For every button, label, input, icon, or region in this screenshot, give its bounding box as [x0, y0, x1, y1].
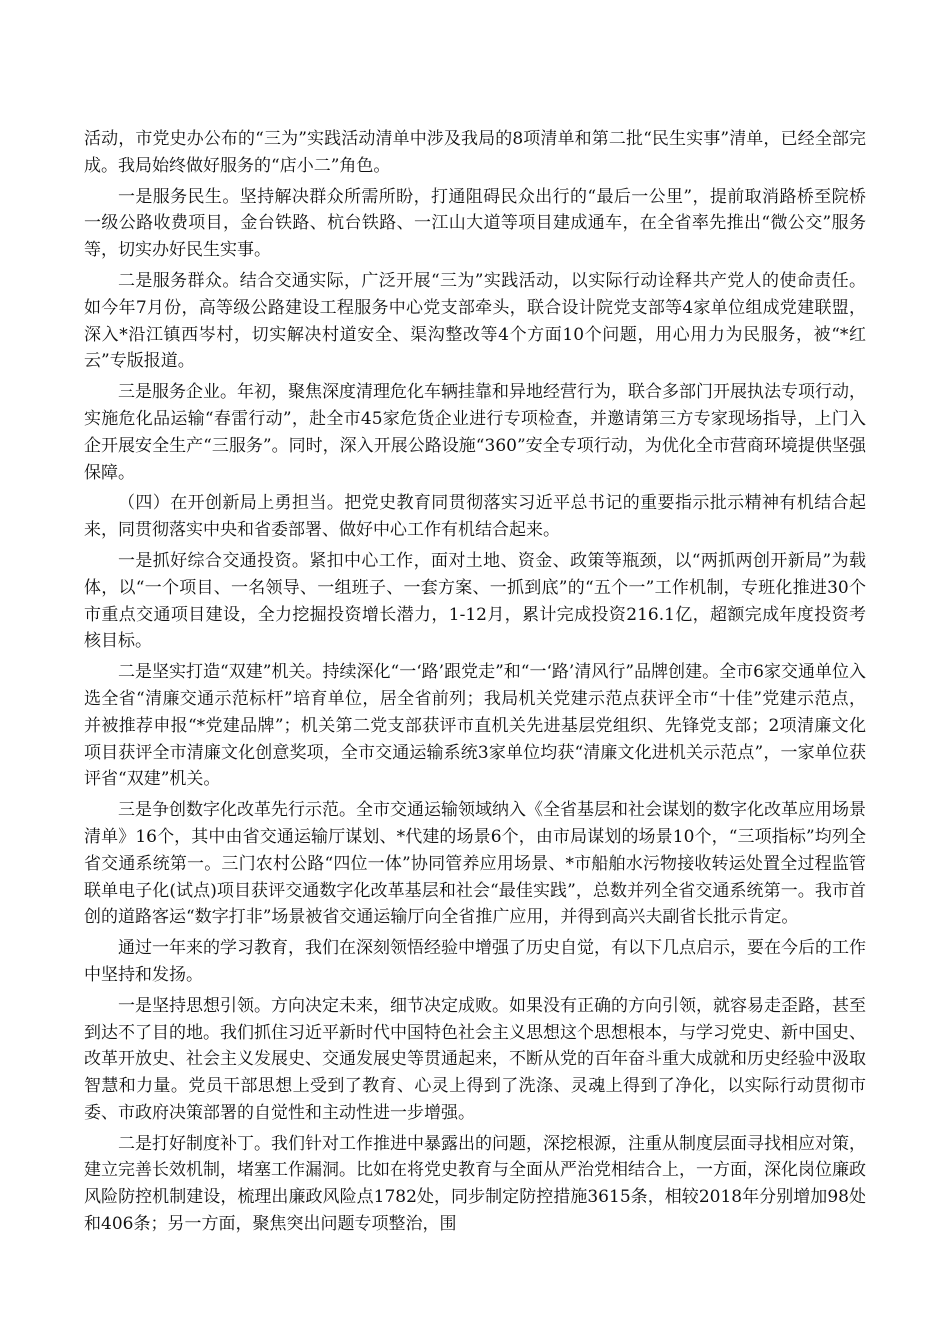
paragraph: 一是抓好综合交通投资。紧扣中心工作，面对土地、资金、政策等瓶颈，以“两抓两创开新局”为载体，以“一个项目、一名领导、一组班子、一套方案、一抓到底”的“五个一”工作机制，专班化推进30个市重点交通项目建设，全力挖掘投资增长潜力，1-12月，累计完成投资216.1亿，超额完成年度投资考核目标。	[84, 550, 866, 652]
paragraph: 三是服务企业。年初，聚焦深度清理危化车辆挂靠和异地经营行为，联合多部门开展执法专项行动，实施危化品运输“春雷行动”，赴全市45家危货企业进行专项检查，并邀请第三方专家现场指导，上门入企开展安全生产“三服务”。同时，深入开展公路设施“360”安全专项行动，为优化全市营商环境提供坚强保障。	[84, 382, 866, 483]
paragraph: 活动，市党史办公布的“三为”实践活动清单中涉及我局的8项清单和第二批“民生实事”清单，已经全部完成。我局始终做好服务的“店小二”角色。	[84, 129, 866, 176]
paragraph: 一是服务民生。坚持解决群众所需所盼，打通阻碍民众出行的“最后一公里”，提前取消路桥至院桥一级公路收费项目，金台铁路、杭台铁路、一江山大道等项目建成通车，在全省率先推出“微公交”服务等，切实办好民生实事。	[84, 186, 866, 261]
paragraph: 通过一年来的学习教育，我们在深刻领悟经验中增强了历史自觉，有以下几点启示，要在今后的工作中坚持和发扬。	[84, 938, 866, 985]
paragraph: （四）在开创新局上勇担当。把党史教育同贯彻落实习近平总书记的重要指示批示精神有机结合起来，同贯彻落实中央和省委部署、做好中心工作有机结合起来。	[84, 493, 866, 541]
paragraph: 二是坚实打造“双建”机关。持续深化“一‘路’跟党走”和“一‘路’清风行”品牌创建。全市6家交通单位入选全省“清廉交通示范标杆”培育单位，居全省前列；我局机关党建示范点获评全市“十佳”党建示范点，并被推荐申报“*党建品牌”；机关第二党支部获评市直机关先进基层党组织、先锋党支部；2项清廉文化项目获评全市清廉文化创意奖项，全市交通运输系统3家单位均获“清廉文化进机关示范点”，一家单位获评省“双建”机关。	[84, 662, 866, 790]
paragraph: 三是争创数字化改革先行示范。全市交通运输领域纳入《全省基层和社会谋划的数字化改革应用场景清单》16个，其中由省交通运输厅谋划、*代建的场景6个，由市局谋划的场景10个，“三项指标”均列全省交通系统第一。三门农村公路“四位一体”协同管养应用场景、*市船舶水污物接收转运处置全过程监管联单电子化(试点)项目获评交通数字化改革基层和社会“最佳实践”，总数并列全省交通系统第一。我市首创的道路客运“数字打非”场景被省交通运输厅向全省推广应用，并得到高兴夫副省长批示肯定。	[84, 800, 866, 928]
paragraph: 二是服务群众。结合交通实际，广泛开展“三为”实践活动，以实际行动诠释共产党人的使命责任。如今年7月份，高等级公路建设工程服务中心党支部牵头，联合设计院党支部等4家单位组成党建联盟，深入*沿江镇西岑村，切实解决村道安全、渠沟整改等4个方面10个问题，用心用力为民服务，被“*红云”专版报道。	[84, 270, 866, 372]
paragraph: 一是坚持思想引领。方向决定未来，细节决定成败。如果没有正确的方向引领，就容易走歪路，甚至到达不了目的地。我们抓住习近平新时代中国特色社会主义思想这个思想根本，与学习党史、新中国史、改革开放史、社会主义发展史、交通发展史等贯通起来，不断从党的百年奋斗重大成就和历史经验中汲取智慧和力量。党员干部思想上受到了教育、心灵上得到了洗涤、灵魂上得到了净化，以实际行动贯彻市委、市政府决策部署的自觉性和主动性进一步增强。	[84, 995, 866, 1123]
document-body	[84, 126, 866, 1242]
paragraph: 二是打好制度补丁。我们针对工作推进中暴露出的问题，深挖根源，注重从制度层面寻找相应对策，建立完善长效机制，堵塞工作漏洞。比如在将党史教育与全面从严治党相结合上，一方面，深化岗位廉政风险防控机制建设，梳理出廉政风险点1782处，同步制定防控措施3615条，相较2018年分别增加98处和406条；另一方面，聚焦突出问题专项整治，围	[84, 1133, 866, 1235]
